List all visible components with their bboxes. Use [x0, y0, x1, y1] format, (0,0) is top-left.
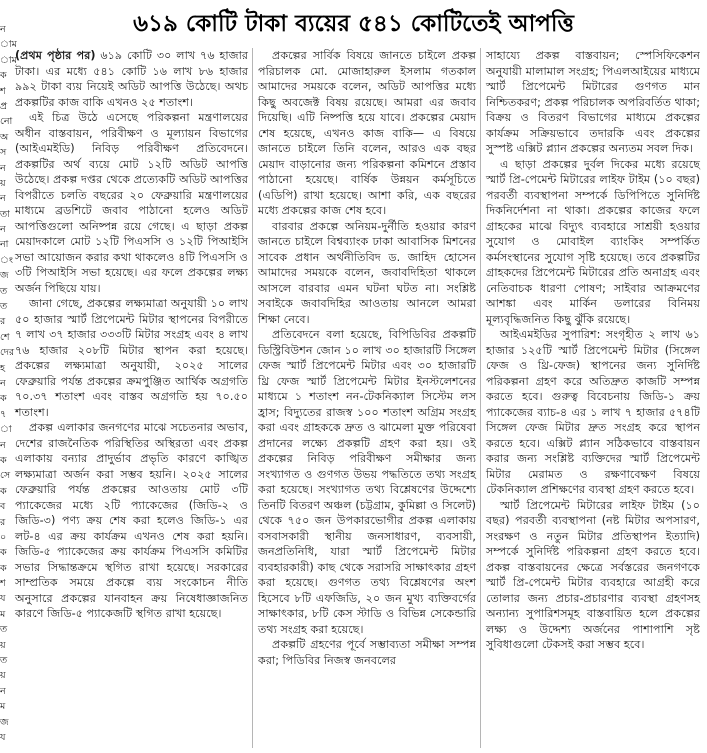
edge-fragment: শ [0, 85, 6, 97]
article-column-2 [258, 48, 476, 748]
edge-fragment: ক [0, 562, 7, 574]
edge-fragment: তা [0, 208, 10, 220]
edge-fragment: ত [0, 624, 8, 636]
paragraph: প্রকল্প এলাকার জনগণের মাঝে সচেতনার অভাব, দেশের রাজনৈতিক পরিস্থিতির অস্থিরতা এবং প্রকল্প এলাকায় বন্যার প্রাদুর্ভাব প্রভৃতি কারণে কাঙ্খিত লক্ষ্যমাত্রা অর্জন করা সম্ভব হয়নি। ২০২৫ সালের ফেব্রুয়ারি পর্যন্ত প্রকল্পের আওতায় মোট ৩টি প্যাকেজের মধ্যে ২টি প্যাকেজের (জিডি-২ ও জিডি-৩) পণ্য ক্রয় শেষ করা হলেও জিডি-১ এর লট-৪ এর ক্রয় কার্যক্রম এখনও শেষ করা হয়নি। জিডি-৫ প্যাকেজের ক্রয় কার্যক্রম পিএসসি কমিটির সভার সিদ্ধান্তক্রমে স্থগিত রাখা হয়েছে। সরকারের সাম্প্রতিক সময়ে প্রকল্পে ব্যয় সংকোচন নীতি অনুসারে প্রকল্পের যানবাহন ক্রয় নিষেধাজ্ঞাজনিত কারণে জিডি-৫ প্যাকেজটি স্থগিত রাখা হয়েছে। [15, 421, 248, 620]
edge-fragment: াম [0, 39, 17, 51]
headline: ৬১৯ কোটি টাকা ব্যয়ের ৫৪১ কোটিতেই আপত্তি [133, 11, 574, 37]
edge-fragment: ত [0, 301, 8, 313]
edge-fragment: হ [0, 362, 5, 374]
edge-fragment: ং [0, 254, 13, 266]
edge-fragment: ন [0, 193, 6, 205]
paragraph: জানা গেছে, প্রকল্পের লক্ষ্যমাত্রা অনুযায়ী ১০ লাখ ৫০ হাজার স্মার্ট প্রিপেমেন্ট মিটার স্থাপনের বিপরীতে ৭ লাখ ৩৭ হাজার ৩৩৩টি মিটার সংগ্রহ এবং ৪ লাখ ৭৬ হাজার ২০৮টি মিটার স্থাপন করা হয়েছে। প্রকল্পের লক্ষ্যমাত্রা অনুযায়ী, ২০২৫ সালের ফেব্রুয়ারি পর্যন্ত প্রকল্পের ক্রমপুঞ্জিত আর্থিক অগ্রগতি ৭০.৩৭ শতাংশ এবং বাস্তব অগ্রগতি হয় ৭০.৫০ শতাংশ। [15, 297, 248, 419]
edge-fragment: ক [0, 70, 7, 82]
edge-fragment: ক [0, 485, 7, 497]
edge-fragment: ম [0, 608, 6, 620]
edge-fragment: জ [0, 270, 9, 282]
edge-fragment: জ [0, 716, 9, 728]
paragraph: আইএমইডির সুপারিশ: সংগৃহীত ২ লাখ ৬১ হাজার ১২৫টি স্মার্ট প্রিপেমেন্ট মিটার (সিঙ্গেল ফেজ ও থ্রি-ফেজ) স্থাপনের জন্য সুনির্দিষ্ট পরিকল্পনা গ্রহণ করে অতিদ্রুত কাজটি সম্পন্ন করতে হবে। গুরুত্ব বিবেচনায় জিডি-১ ক্রয় প্যাকেজের ব্যাচ-৪ এর ১ লাখ ৭ হাজার ৫৭৪টি সিঙ্গেল ফেজ মিটার দ্রুত সংগ্রহ করে স্থাপন করতে হবে। এক্সিট প্ল্যান সঠিকভাবে বাস্তবায়ন করার জন্য সংশ্লিষ্ট ব্যক্তিদের স্মার্ট প্রিপেমেন্ট মিটার মেরামত ও রক্ষণাবেক্ষণ বিষয়ে টেকনিক্যাল প্রশিক্ষণের ব্যবস্থা গ্রহণ করতে হবে। [486, 328, 700, 496]
edge-fragment: ক [0, 393, 7, 405]
edge-fragment: দের [0, 347, 15, 359]
paragraph: প্রকল্পের সার্বিক বিষয়ে জানতে চাইলে প্রকল্প পরিচালক মো. মোজাহারুল ইসলাম গতকাল আমাদের সময়কে বলেন, অডিট আপত্তির মধ্যে কিছু অবজেক্ট বিষয় রয়েছে। আমরা এর জবাব দিয়েছি। এটি নিষ্পত্তি হয়ে যাবে। প্রকল্পের মেয়াদ শেষ হয়েছে, এখনও কাজ বাকি— এ বিষয়ে জানতে চাইলে তিনি বলেন, আরও এক বছর মেয়াদ বাড়ানোর জন্য পরিকল্পনা কমিশনে প্রস্তাব পাঠানো হয়েছে। বার্ষিক উন্নয়ন কর্মসূচিতে (এডিপি) রাখা হয়েছে। আশা করি, এক বছরের মধ্যে প্রকল্পের কাজ শেষ হবে। [258, 49, 476, 217]
edge-fragment: ন [0, 377, 6, 389]
paragraph: প্রতিবেদনে বলা হয়েছে, বিপিডিবির প্রকল্পটি ডিস্ট্রিবিউশন জোন ১০ লাখ ৩০ হাজারটি সিঙ্গেল ফেজ স্মার্ট প্রিপেমেন্ট মিটার এবং ৩০ হাজারটি থ্রি ফেজ স্মার্ট প্রিপেমেন্ট মিটার ইনস্টলেশনের মাধ্যমে ১ শতাংশ নন-টেকনিক্যাল সিস্টেম লস হ্রাস; বিদ্যুতের রাজস্ব ১০০ শতাংশ অগ্রিম সংগ্রহ করা এবং গ্রাহককে দ্রুত ও ঝামেলা মুক্ত পরিষেবা প্রদানের লক্ষ্যে প্রকল্পটি গ্রহণ করা হয়। ওই প্রকল্পের নিবিড় পরিবীক্ষণ সমীক্ষার জন্য সংখ্যাগত ও গুণগত উভয় পদ্ধতিতে তথ্য সংগ্রহ করা হয়েছে। সংখ্যাগত তথ্য বিশ্লেষণের উদ্দেশ্যে তিনটি বিতরণ অঞ্চল (চট্টগ্রাম, কুমিল্লা ও সিলেট) থেকে ৭৫০ জন উপকারভোগীর প্রকল্প এলাকায় বসবাসকারী স্থানীয় জনসাধারণ, ব্যবসায়ী, জনপ্রতিনিধি, যারা স্মার্ট প্রিপেমেন্ট মিটার ব্যবহারকারী) কাছ থেকে সরাসরি সাক্ষাৎকার গ্রহণ করা হয়েছে। গুণগত তথ্য বিশ্লেষণের অংশ হিসেবে ৮টি এফজিডি, ২০ জন মুখ্য ব্যক্তিবর্গের সাক্ষাৎকার, ৮টি কেস স্টাডি ও বিভিন্ন সেকেন্ডারি তথ্য সংগ্রহ করা হয়েছে। [258, 328, 476, 636]
edge-fragment: না [0, 239, 9, 251]
edge-fragment: ন [0, 162, 6, 174]
edge-fragment: র [0, 316, 6, 328]
edge-fragment: শে [0, 331, 10, 343]
edge-fragment: া [0, 424, 12, 436]
paragraph: এ ছাড়া প্রকল্পের দুর্বল দিকের মধ্যে রয়েছে স্মার্ট প্রি-পেমেন্ট মিটারের লাইফ টাইম (১০ বছর) পরবর্তী ব্যবস্থাপনা সম্পর্কে ডিপিপিতে সুনির্দিষ্ট দিকনির্দেশনা না থাকা। প্রকল্পের কাজের ফলে গ্রাহকের মাঝে বিদ্যুৎ ব্যবহারে সাশ্রয়ী হওয়ার সুযোগ ও মোবাইল ব্যাংকিং সম্পর্কিত কর্মসংস্থানের সুযোগ সৃষ্টি হয়েছে। তবে প্রকল্পটির গ্রাহকদের প্রিপেমেন্ট মিটারের প্রতি অনাগ্রহ এবং নেতিবাচক ধারণা পোষণ; সাইবার আক্রমণের আশঙ্কা এবং মার্কিন ডলারের বিনিময় মূল্যবৃদ্ধিজনিত কিছু ঝুঁকি রয়েছে। [486, 157, 700, 326]
paragraph-text: ৬১৯ কোটি ৩০ লাখ ৭৬ হাজার টাকা। এর মধ্যে ৫৪১ কোটি ১৬ লাখ ৮৬ হাজার ৯৯২ টাকা ব্যয় নিয়েই অডিট আপত্তি উঠেছে। অথচ প্রকল্পটির কাজ বাকি এখনও ২৫ শতাংশ। [15, 49, 248, 109]
paragraph: প্রকল্পটি গ্রহণের পূর্বে সম্ভাব্যতা সমীক্ষা সম্পন্ন করা; পিডিবির নিজস্ব জনবলের [258, 638, 476, 667]
edge-fragment: ত [0, 285, 8, 297]
edge-fragment: য় [0, 670, 6, 682]
edge-fragment: সে [0, 470, 11, 482]
paragraph: বারবার প্রকল্পে অনিয়ম-দুর্নীতি হওয়ার কারণ জানতে চাইলে বিশ্বব্যাংক ঢাকা আবাসিক মিশনের সাবেক প্রধান অর্থনীতিবিদ ড. জাহিদ হোসেন আমাদের সময়কে বলেন, জবাবদিহিতা থাকলে আসলে বারবার এমন ঘটনা ঘটত না। সংশ্লিষ্ট সবাইকে জবাবদিহির আওতায় আনলে আমরা শিক্ষা নেবে। [258, 219, 476, 326]
edge-fragment: ক [0, 547, 7, 559]
edge-fragment: ন [0, 685, 6, 697]
edge-fragment: য [0, 731, 6, 743]
edge-fragment: য় [0, 177, 6, 189]
edge-fragment: ত [0, 655, 8, 667]
edge-fragment: ব [0, 501, 6, 513]
edge-fragment: য় [0, 639, 6, 651]
edge-fragment: ম [0, 701, 6, 713]
edge-fragment: ০ [0, 531, 7, 543]
paragraph: এই চিত্র উঠে এসেছে পরিকল্পনা মন্ত্রণালয়ের অধীন বাস্তবায়ন, পরিবীক্ষণ ও মূল্যায়ন বিভাগের (আইএমইডি) নিবিড় পরিবীক্ষণ প্রতিবেদনে। প্রকল্পটির অর্থ ব্যয়ে মোট ১২টি অডিট আপত্তি উঠেছে। প্রকল্প দপ্তর থেকে প্রত্যেকটি অডিট আপত্তির বিপরীতে চলতি বছরের ২০ ফেব্রুয়ারি মন্ত্রণালয়ের মাধ্যমে ব্রডশিটে জবাব পাঠানো হলেও অডিট আপত্তিগুলো অনিষ্পন্ন রয়ে গেছে। এ ছাড়া প্রকল্প মেয়াদকালে মোট ১২টি পিএসসি ও ১২টি পিআইসি সভা আয়োজন করার কথা থাকলেও ৪টি পিএসসি ও ৩টি পিআইসি সভা হয়েছে। এর ফলে প্রকল্পের লক্ষ্য অর্জন পিছিয়ে যায়। [15, 111, 248, 295]
article-column-3 [486, 48, 700, 748]
edge-fragment: ন [0, 439, 6, 451]
adjacent-column-edge [0, 22, 17, 753]
paragraph: সাহায্যে প্রকল্প বাস্তবায়ন; স্পেসিফিকেশন অনুযায়ী মালামাল সংগ্রহ; পিএলআইয়ের মাধ্যমে স্মার্ট প্রিপেমেন্ট মিটারের গুণগত মান নিশ্চিতকরণ; প্রকল্প পরিচালক অপরিবর্তিত থাকা; বিক্রয় ও বিতরণ বিভাগের মাধ্যমে প্রকল্পের কার্যক্রম সক্রিয়ভাবে তদারকি এবং প্রকল্পের সুস্পষ্ট এক্সিট প্ল্যান প্রকল্পের অন্যতম সবল দিক। [486, 49, 700, 155]
edge-fragment: প্র [0, 100, 8, 112]
edge-fragment: র [0, 516, 6, 528]
column-divider [480, 48, 481, 748]
paragraph [15, 48, 248, 110]
edge-fragment: য [0, 593, 6, 605]
edge-fragment: ক [0, 454, 7, 466]
article-column-1 [15, 48, 248, 748]
edge-fragment: ন [0, 224, 6, 236]
edge-fragment: ৭ [0, 408, 7, 420]
column-divider [252, 48, 253, 748]
edge-fragment: ন [0, 24, 6, 35]
paragraph: স্মার্ট প্রিপেমেন্ট মিটারের লাইফ টাইম (১০ বছর) পরবর্তী ব্যবস্থাপনা (নষ্ট মিটার অপসারণ, সংরক্ষণ ও নতুন মিটার প্রতিস্থাপন ইত্যাদি) সম্পর্কে সুনির্দিষ্ট পরিকল্পনা গ্রহণ করতে হবে। প্রকল্প বাস্তবায়নের ক্ষেত্রে সর্বস্তরের জনগণকে স্মার্ট প্রি-পেমেন্ট মিটার ব্যবহারে আগ্রহী করে তোলার জন্য প্রচার-প্রচারণার ব্যবস্থা গ্রহণসহ অন্যান্য সুপারিশসমূহ বাস্তবায়িত হলে প্রকল্পের লক্ষ্য ও উদ্দেশ্য অর্জনের পাশাপাশি সৃষ্ট সুবিধাগুলো টেকসই করা সম্ভব হবে। [486, 498, 700, 651]
edge-fragment: নো [0, 116, 13, 128]
continuation-lead: (প্রথম পৃষ্ঠার পর) [15, 49, 96, 62]
edge-fragment: াম [0, 54, 17, 66]
edge-fragment: অ [0, 131, 9, 143]
edge-fragment: শ [0, 578, 6, 590]
edge-fragment: স [0, 147, 7, 159]
